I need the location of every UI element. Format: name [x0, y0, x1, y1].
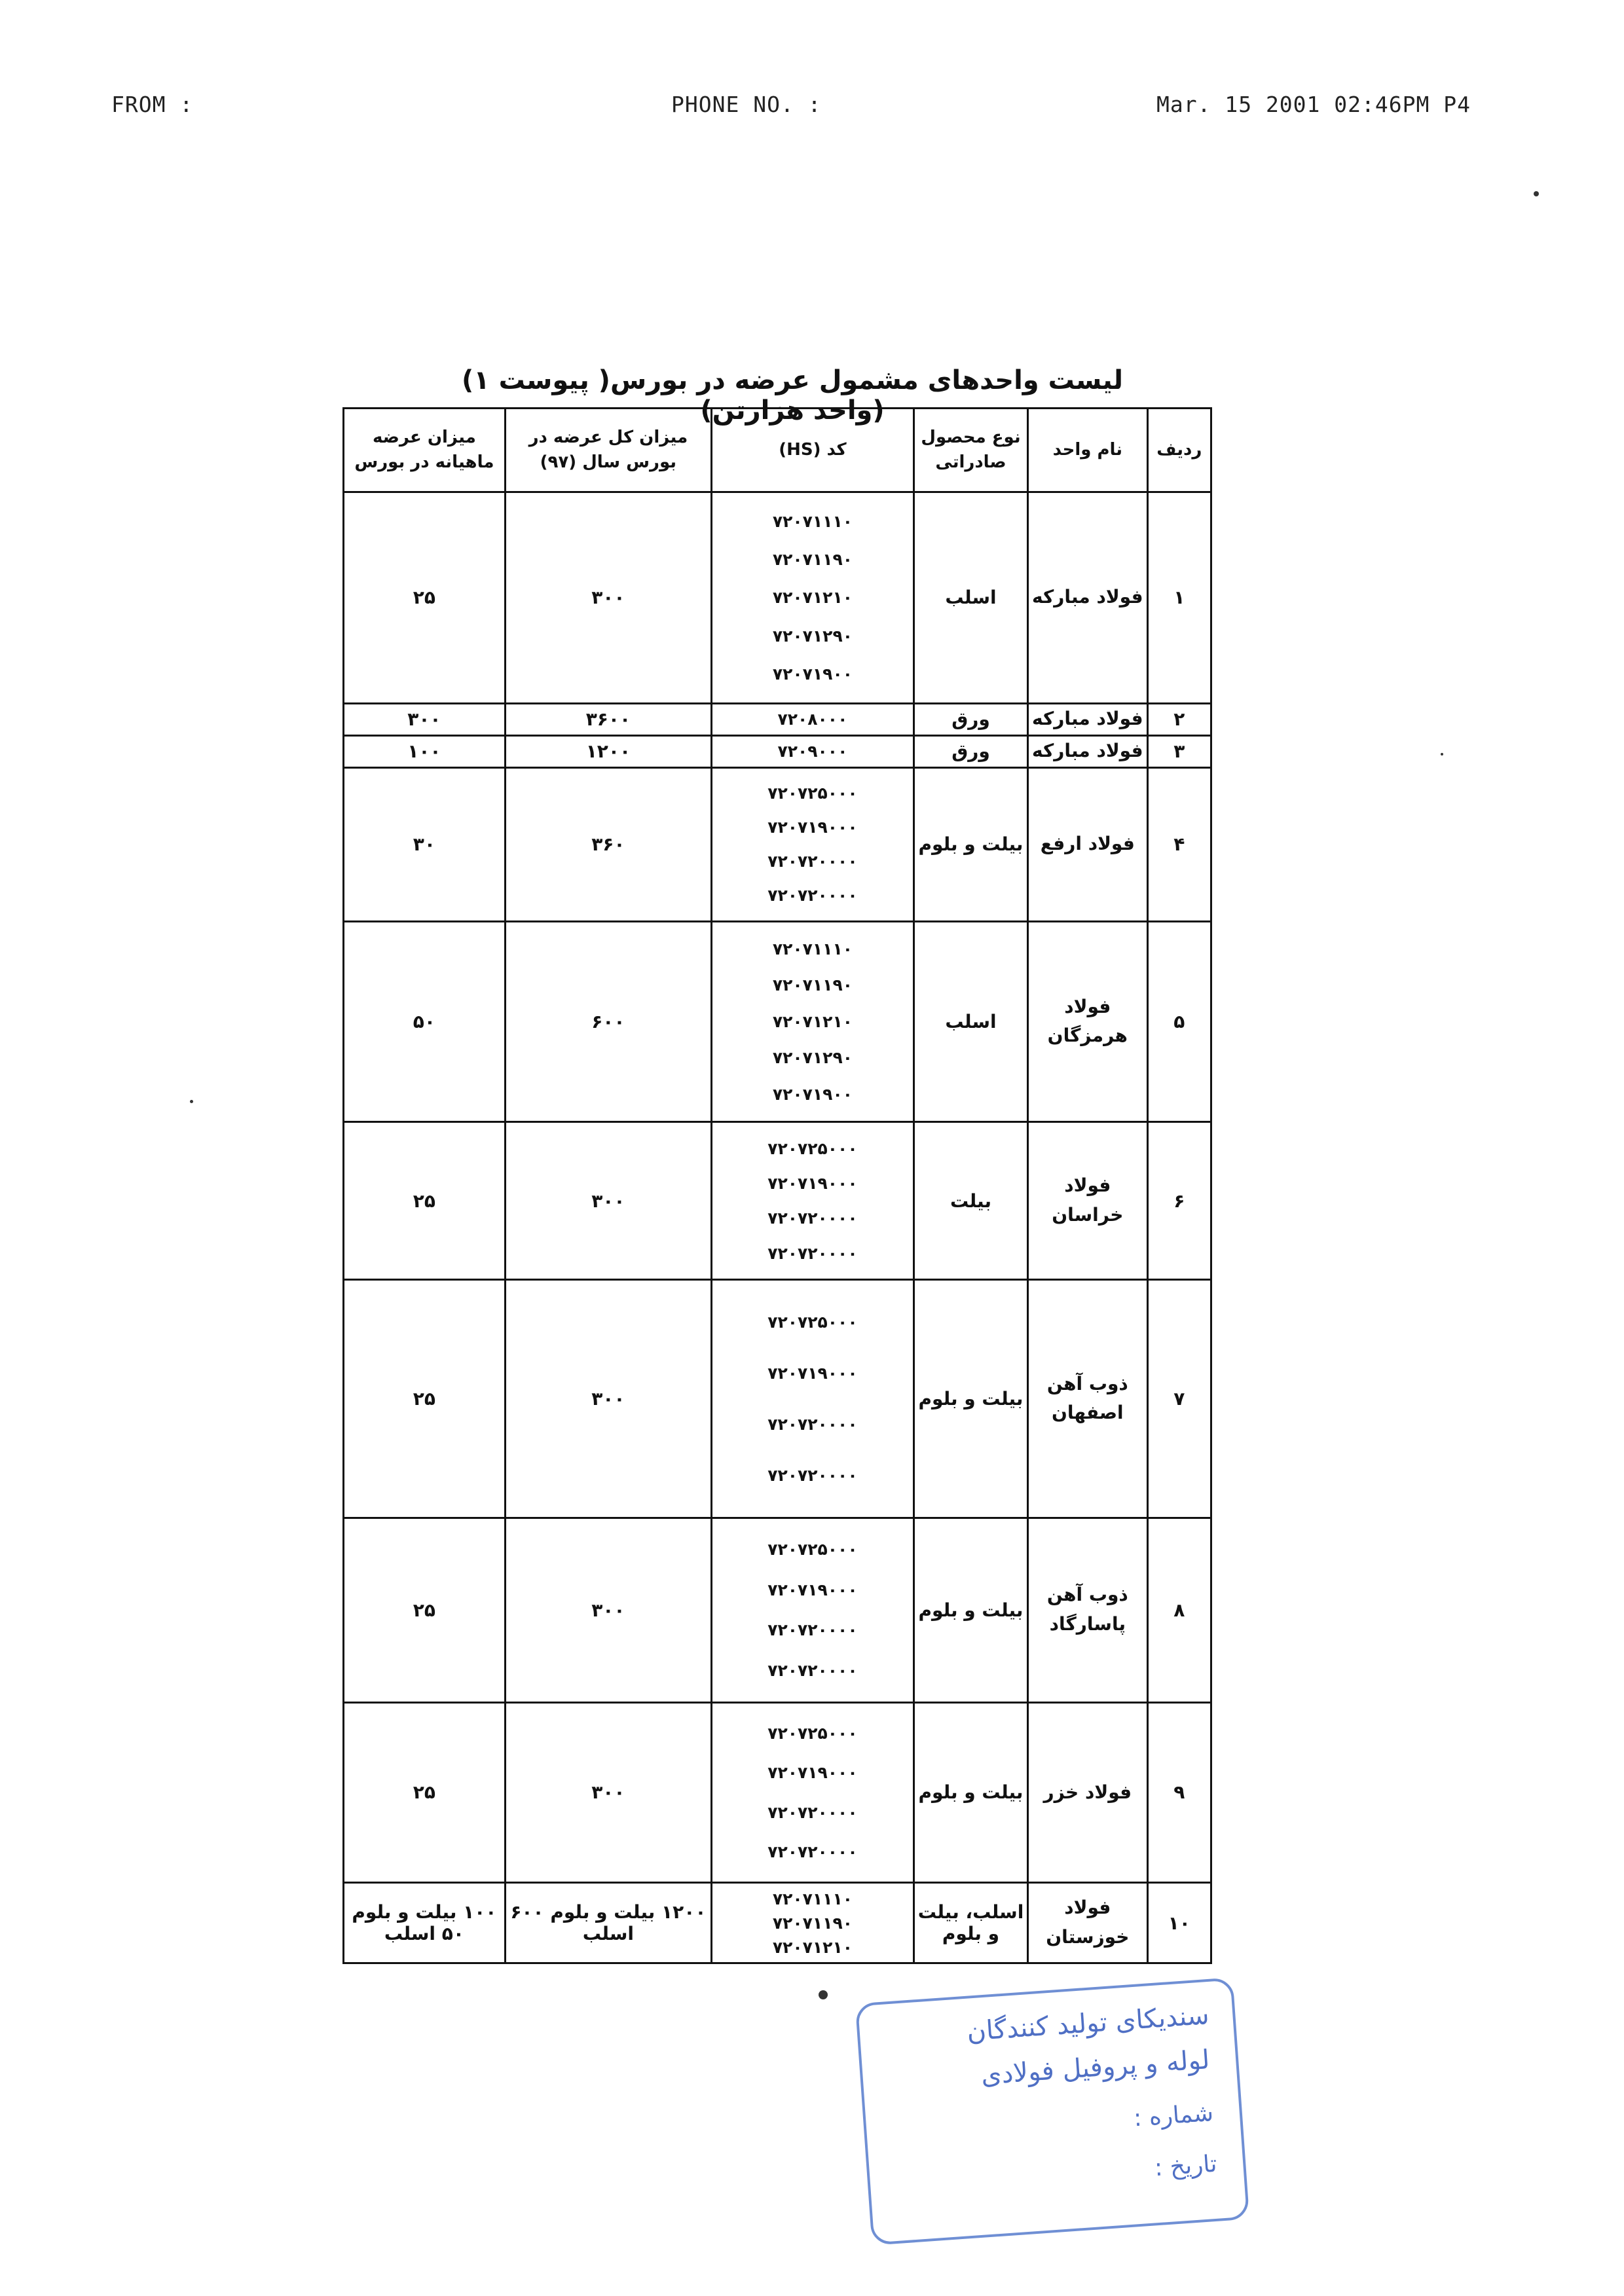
cell-monthly-offering: ۳۰۰: [344, 703, 506, 735]
stamp-date-label: تاریخ :: [1153, 2150, 1218, 2182]
cell-monthly-offering: ۲۵: [344, 1518, 506, 1702]
offering-table: [342, 407, 1212, 1964]
cell-unit-name: فولاد خوزستان: [1028, 1883, 1147, 1963]
cell-row-number: ۸: [1147, 1518, 1211, 1702]
scan-speck: [1534, 191, 1539, 196]
table-row: [344, 1883, 1211, 1963]
cell-unit-name: ذوب آهن اصفهان: [1028, 1280, 1147, 1518]
cell-unit-name: ذوب آهن پاسارگاد: [1028, 1518, 1147, 1702]
header-unit-name: نام واحد: [1028, 409, 1147, 492]
fax-from: FROM :: [111, 92, 194, 117]
scan-speck: [190, 1100, 193, 1103]
fax-phone-number: PHONE NO. :: [671, 92, 822, 117]
cell-monthly-offering: ۲۵: [344, 492, 506, 704]
table-row: [344, 492, 1211, 704]
cell-product-type: بیلت و بلوم: [913, 767, 1027, 921]
cell-row-number: ۵: [1147, 921, 1211, 1121]
cell-monthly-offering: ۲۵: [344, 1702, 506, 1883]
cell-row-number: ۹: [1147, 1702, 1211, 1883]
stamp-line-1: سندیکای تولید کنندگان: [966, 2000, 1210, 2047]
cell-unit-name: فولاد مبارکه: [1028, 492, 1147, 704]
hs-code: ۷۲۰۷۲۰۰۰۰: [767, 1465, 858, 1485]
cell-hs-codes: [711, 1280, 913, 1518]
hs-code: ۷۲۰۷۱۹۰۰۰: [767, 1173, 858, 1193]
table-body: [344, 492, 1211, 1963]
cell-monthly-offering: ۲۵: [344, 1280, 506, 1518]
cell-row-number: ۱: [1147, 492, 1211, 704]
hs-code: ۷۲۰۷۱۲۱۰: [772, 1011, 853, 1031]
hs-code: ۷۲۰۷۱۹۰۰۰: [767, 1363, 858, 1383]
cell-row-number: ۲: [1147, 703, 1211, 735]
cell-hs-codes: [711, 1702, 913, 1883]
header-hs-code: کد (HS): [711, 409, 913, 492]
cell-total-offering: ۳۰۰: [505, 492, 711, 704]
cell-unit-name: فولاد هرمزگان: [1028, 921, 1147, 1121]
hs-code: ۷۲۰۷۲۰۰۰۰: [767, 1842, 858, 1861]
syndicate-stamp: [855, 1977, 1249, 2245]
cell-product-type: بیلت و بلوم: [913, 1280, 1027, 1518]
header-row-number: ردیف: [1147, 409, 1211, 492]
hs-code: ۷۲۰۷۲۵۰۰۰: [767, 1540, 858, 1559]
cell-hs-codes: [711, 767, 913, 921]
hs-code: ۷۲۰۷۲۰۰۰۰: [767, 1620, 858, 1640]
hs-code-list: [712, 1884, 913, 1962]
cell-hs-codes: [711, 703, 913, 735]
cell-hs-codes: [711, 1518, 913, 1702]
scan-speck: [819, 1990, 828, 1999]
cell-monthly-offering: ۱۰۰: [344, 735, 506, 767]
hs-code-list: [712, 493, 913, 702]
hs-code: ۷۲۰۷۱۱۱۰: [772, 939, 853, 959]
cell-row-number: ۱۰: [1147, 1883, 1211, 1963]
table-row: [344, 1280, 1211, 1518]
table-header-row: [344, 409, 1211, 492]
table-row: [344, 735, 1211, 767]
hs-code: ۷۲۰۷۱۹۰۰۰: [767, 818, 858, 837]
cell-row-number: ۴: [1147, 767, 1211, 921]
cell-total-offering: ۱۲۰۰ بیلت و بلوم ۶۰۰ اسلب: [505, 1883, 711, 1963]
hs-code: ۷۲۰۷۱۹۰۰: [772, 1084, 853, 1104]
hs-code: ۷۲۰۷۱۲۱۰: [772, 588, 853, 608]
hs-code-list: [712, 1281, 913, 1517]
hs-code-list: [712, 1519, 913, 1702]
cell-row-number: ۶: [1147, 1122, 1211, 1280]
header-total-offering: میزان کل عرضه در بورس سال (۹۷): [505, 409, 711, 492]
table-row: [344, 1122, 1211, 1280]
hs-code: ۷۲۰۷۱۱۹۰: [772, 975, 853, 995]
cell-product-type: اسلب: [913, 921, 1027, 1121]
table-row: [344, 767, 1211, 921]
table-row: [344, 1518, 1211, 1702]
hs-code: ۷۲۰۷۱۱۱۰: [772, 512, 853, 532]
header-product-type: نوع محصول صادراتی: [913, 409, 1027, 492]
table-row: [344, 1702, 1211, 1883]
hs-code: ۷۲۰۷۲۵۰۰۰: [767, 1313, 858, 1332]
hs-code: ۷۲۰۷۱۹۰۰۰: [767, 1763, 858, 1783]
hs-code: ۷۲۰۷۱۱۹۰: [772, 550, 853, 570]
cell-hs-codes: [711, 1883, 913, 1963]
title-main: لیست واحدهای مشمول عرضه در بورس( پیوست ۱): [462, 365, 1123, 395]
hs-code: ۷۲۰۷۲۰۰۰۰: [767, 886, 858, 905]
hs-code: ۷۲۰۷۱۲۱۰: [772, 1937, 853, 1957]
cell-product-type: ورق: [913, 703, 1027, 735]
cell-total-offering: ۳۰۰: [505, 1280, 711, 1518]
hs-code: ۷۲۰۷۲۰۰۰۰: [767, 1209, 858, 1228]
hs-code: ۷۲۰۷۲۵۰۰۰: [767, 1139, 858, 1158]
cell-unit-name: فولاد مبارکه: [1028, 703, 1147, 735]
cell-unit-name: فولاد خزر: [1028, 1702, 1147, 1883]
hs-code: ۷۲۰۷۲۰۰۰۰: [767, 1414, 858, 1434]
hs-code: ۷۲۰۷۱۹۰۰۰: [767, 1580, 858, 1599]
hs-code: ۷۲۰۷۱۲۹۰: [772, 1048, 853, 1068]
cell-total-offering: ۱۲۰۰: [505, 735, 711, 767]
cell-total-offering: ۶۰۰: [505, 921, 711, 1121]
hs-code: ۷۲۰۷۱۹۰۰: [772, 664, 853, 683]
cell-product-type: بیلت و بلوم: [913, 1518, 1027, 1702]
hs-code: ۷۲۰۷۲۰۰۰۰: [767, 1661, 858, 1681]
cell-monthly-offering: ۱۰۰ بیلت و بلوم ۵۰ اسلب: [344, 1883, 506, 1963]
scan-speck: [1441, 753, 1443, 756]
hs-code-list: [712, 922, 913, 1121]
stamp-number-label: شماره :: [1132, 2099, 1215, 2132]
cell-row-number: ۳: [1147, 735, 1211, 767]
hs-code-list: [712, 769, 913, 920]
hs-code: ۷۲۰۷۲۰۰۰۰: [767, 1243, 858, 1263]
hs-code: ۷۲۰۷۲۵۰۰۰: [767, 783, 858, 803]
hs-code-list: [712, 704, 913, 735]
hs-code-list: [712, 737, 913, 767]
cell-hs-codes: [711, 1122, 913, 1280]
cell-product-type: بیلت: [913, 1122, 1027, 1280]
fax-datetime: Mar. 15 2001 02:46PM P4: [1156, 92, 1471, 117]
cell-product-type: ورق: [913, 735, 1027, 767]
cell-product-type: بیلت و بلوم: [913, 1702, 1027, 1883]
cell-unit-name: فولاد ارفع: [1028, 767, 1147, 921]
hs-code: ۷۲۰۷۱۱۹۰: [772, 1913, 853, 1933]
hs-code: ۷۲۰۸۰۰۰: [777, 710, 848, 729]
hs-code-list: [712, 1704, 913, 1882]
cell-product-type: اسلب، بیلت و بلوم: [913, 1883, 1027, 1963]
cell-product-type: اسلب: [913, 492, 1027, 704]
stamp-line-2: لوله و پروفیل فولادی: [980, 2045, 1211, 2091]
hs-code: ۷۲۰۷۲۵۰۰۰: [767, 1723, 858, 1743]
hs-code: ۷۲۰۹۰۰۰: [777, 742, 848, 761]
cell-hs-codes: [711, 921, 913, 1121]
cell-unit-name: فولاد خراسان: [1028, 1122, 1147, 1280]
header-monthly-offering: میزان عرضه ماهیانه در بورس: [344, 409, 506, 492]
cell-row-number: ۷: [1147, 1280, 1211, 1518]
cell-unit-name: فولاد مبارکه: [1028, 735, 1147, 767]
cell-total-offering: ۳۰۰: [505, 1122, 711, 1280]
hs-code: ۷۲۰۷۲۰۰۰۰: [767, 1802, 858, 1822]
cell-total-offering: ۳۰۰: [505, 1702, 711, 1883]
cell-monthly-offering: ۳۰: [344, 767, 506, 921]
cell-monthly-offering: ۵۰: [344, 921, 506, 1121]
cell-monthly-offering: ۲۵: [344, 1122, 506, 1280]
hs-code: ۷۲۰۷۱۱۱۰: [772, 1889, 853, 1908]
cell-total-offering: ۳۶۰: [505, 767, 711, 921]
table-row: [344, 921, 1211, 1121]
cell-total-offering: ۳۰۰: [505, 1518, 711, 1702]
hs-code: ۷۲۰۷۲۰۰۰۰: [767, 852, 858, 871]
title-unit: (واحد هزارتن): [700, 395, 885, 426]
cell-hs-codes: [711, 492, 913, 704]
cell-hs-codes: [711, 735, 913, 767]
cell-total-offering: ۳۶۰۰: [505, 703, 711, 735]
table-row: [344, 703, 1211, 735]
hs-code-list: [712, 1123, 913, 1279]
hs-code: ۷۲۰۷۱۲۹۰: [772, 626, 853, 646]
